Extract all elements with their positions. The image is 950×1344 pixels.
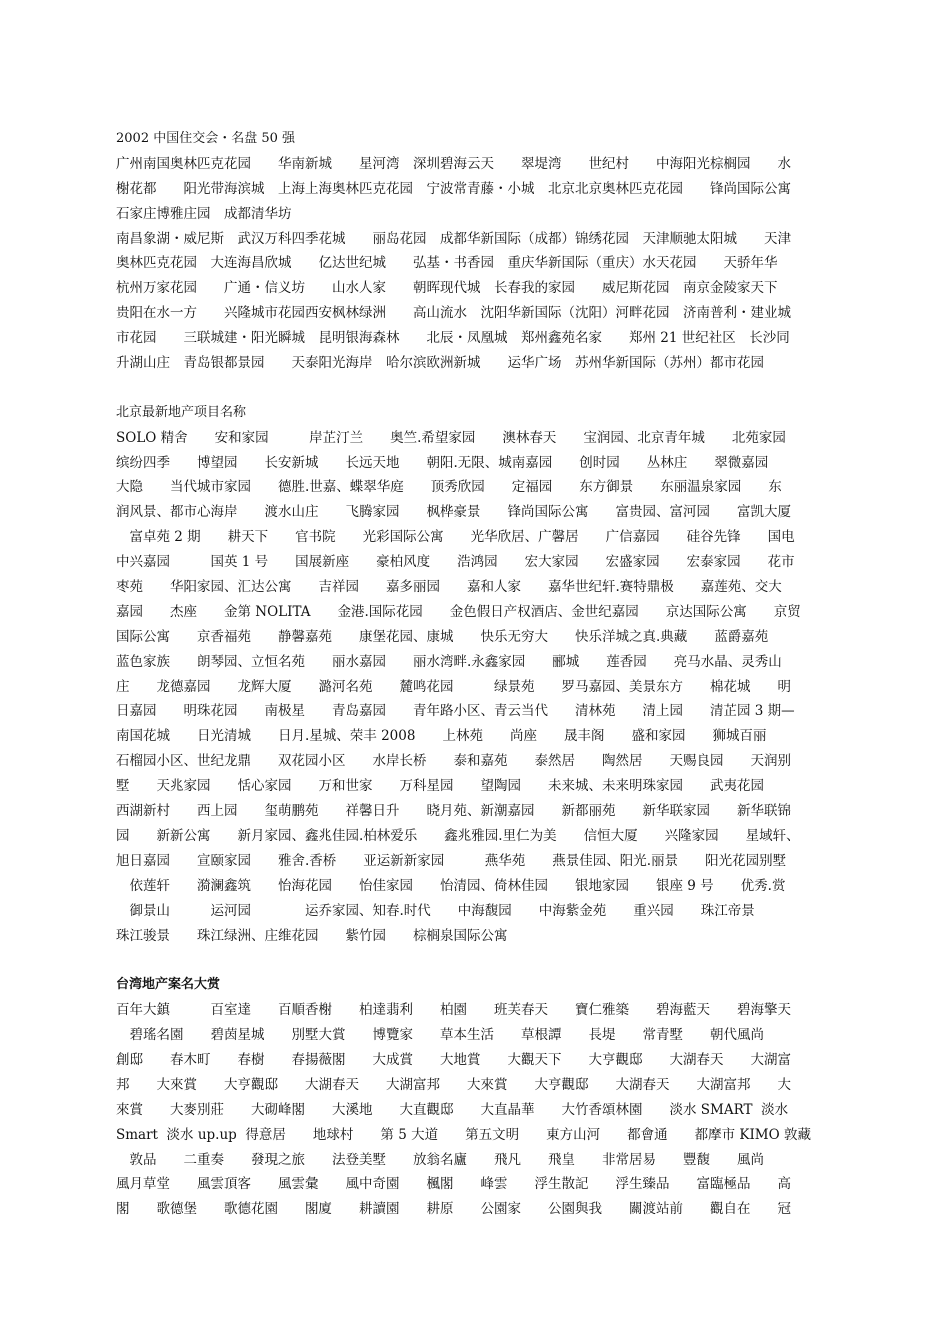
text-line: 百年大鎮 百室達 百順香榭 柏達翡利 柏園 班芙春天 寶仁雅築 碧海藍天 碧海擎天 [116, 1002, 791, 1019]
section-title: 2002 中国住交会・名盘 50 强 [116, 131, 296, 146]
text-line: 杭州万家花园 广通・信义坊 山水人家 朝晖现代城 长春我的家园 威尼斯花园 南京金陵家天下 [116, 280, 778, 297]
text-line: 日嘉园 明珠花园 南极星 青岛嘉园 青年路小区、青云当代 清林苑 清上园 清芷园 3 期— [116, 703, 795, 720]
section-taiwan-names [116, 973, 836, 1222]
text-line: 南昌象湖・威尼斯 武汉万科四季花城 丽岛花园 成都华新国际（成都）锦绣花园 天津顺驰太阳城 天津 [116, 230, 791, 247]
text-line: 創邸 春木町 春樹 春揚薇閣 大成賞 大地賞 大觀天下 大亨觀邸 大湖春天 大湖富 [116, 1051, 791, 1068]
blank-line [116, 376, 836, 401]
section-title: 台湾地产案名大赏 [116, 977, 221, 993]
text-line: 枣苑 华阳家园、汇达公寓 吉祥园 嘉多丽园 嘉和人家 嘉华世纪轩.赛特鼎极 嘉莲苑、交大 [116, 579, 782, 596]
text-line: 庄 龙德嘉园 龙辉大厦 潞河名苑 麓鸣花园 绿景苑 罗马嘉园、美景东方 棉花城 明 [116, 678, 791, 695]
text-line: 風月草堂 風雲頂客 風雲彙 風中奇園 楓閣 峰雲 浮生散記 浮生臻品 富臨極品 高 [116, 1176, 791, 1193]
text-line: 邦 大來賞 大亨觀邸 大湖春天 大湖富邦 大來賞 大亨觀邸 大湖春天 大湖富邦 大 [116, 1076, 791, 1093]
text-line: 大隐 当代城市家园 德胜.世嘉、蝶翠华庭 顶秀欣园 定福园 东方御景 东丽温泉家园 东 [116, 479, 782, 496]
text-line: 來賞 大麥別莊 大砌峰閣 大溪地 大直觀邸 大直晶華 大竹香頌林園 淡水 SMART 淡水 [116, 1101, 789, 1118]
text-line: SOLO 精舍 安和家园 岸芷汀兰 奥竺.希望家园 澳林春天 宝润园、北京青年城 北苑家园 [116, 429, 786, 446]
section-residential-expo-top50 [116, 127, 836, 376]
section-title: 北京最新地产项目名称 [116, 404, 247, 420]
text-line: 奥林匹克花园 大连海昌欣城 亿达世纪城 弘基・书香园 重庆华新国际（重庆）水天花园 天骄年华 [116, 255, 778, 272]
section-beijing-projects [116, 401, 836, 949]
text-line: 榭花都 阳光带海滨城 上海上海奥林匹克花园 宁波常青藤・小城 北京北京奥林匹克花园 锋尚国际公寓 [116, 180, 791, 197]
text-line: 御景山 运河园 运乔家园、知春.时代 中海馥园 中海紫金苑 重兴园 珠江帝景 [116, 902, 755, 919]
document-page [116, 127, 836, 1222]
blank-line [116, 948, 836, 973]
text-line: 南国花城 日光清城 日月.星城、荣丰 2008 上林苑 尚座 晟丰阁 盛和家园 狮城百丽 [116, 728, 767, 745]
text-line: 墅 天兆家园 恬心家园 万和世家 万科星园 望陶园 未来城、未来明珠家园 武夷花园 [116, 778, 764, 795]
text-line: 广州南国奥林匹克花园 华南新城 星河湾 深圳碧海云天 翠堤湾 世纪村 中海阳光棕榈园 水 [116, 155, 791, 172]
text-line: 石家庄博雅庄园 成都清华坊 [116, 205, 292, 222]
text-line: 旭日嘉园 宣颐家园 雅舍.香桥 亚运新新家园 燕华苑 燕景佳园、阳光.丽景 阳光花园别墅 [116, 852, 787, 869]
text-line: 依莲轩 漪澜鑫筑 怡海花园 怡佳家园 怡清园、倚林佳园 银地家园 银座 9 号 优秀.赏 [116, 877, 786, 894]
text-line: 富卓苑 2 期 耕天下 官书院 光彩国际公寓 光华欣居、广馨居 广信嘉园 硅谷先锋 国电 [116, 529, 795, 546]
text-line: 园 新新公寓 新月家园、鑫兆佳园.柏林爱乐 鑫兆雅园.里仁为美 信恒大厦 兴隆家园 星域轩、 [116, 827, 800, 844]
text-line: 润风景、都市心海岸 渡水山庄 飞腾家园 枫桦豪景 锋尚国际公寓 富贵园、富河园 富凯大厦 [116, 504, 791, 521]
text-line: 碧瑤名園 碧茵星城 別墅大賞 博覽家 草本生活 草根譚 長堤 常青墅 朝代風尚 [116, 1027, 764, 1044]
text-line: 升湖山庄 青岛银都景园 天泰阳光海岸 哈尔滨欧洲新城 运华广场 苏州华新国际（苏州）都市花园 [116, 355, 764, 372]
text-line: 閣 歌德堡 歌德花園 閣廈 耕讀園 耕原 公園家 公園與我 關渡站前 觀自在 冠 [116, 1201, 791, 1218]
text-line: 嘉园 杰座 金第 NOLITA 金港.国际花园 金色假日产权酒店、金世纪嘉园 京达国际公寓 京贸 [116, 603, 801, 620]
text-line: 贵阳在水一方 兴隆城市花园西安枫林绿洲 高山流水 沈阳华新国际（沈阳）河畔花园 济南普利・建业城 [116, 305, 791, 322]
text-line: Smart 淡水 up.up 得意居 地球村 第 5 大道 第五文明 東方山河 都會通 都摩市 KIMO 敦藏 [116, 1126, 811, 1143]
text-line: 市花园 三联城建・阳光瞬城 昆明银海森林 北辰・凤凰城 郑州鑫苑名家 郑州 21 世纪社区 长沙同 [116, 330, 790, 347]
text-line: 石榴园小区、世纪龙鼎 双花园小区 水岸长桥 泰和嘉苑 泰然居 陶然居 天赐良园 天润别 [116, 753, 791, 770]
text-line: 珠江骏景 珠江绿洲、庄维花园 紫竹园 棕榈泉国际公寓 [116, 927, 508, 944]
text-line: 国际公寓 京香福苑 静馨嘉苑 康堡花园、康城 快乐无穷大 快乐洋城之真.典藏 蓝爵嘉苑 [116, 628, 769, 645]
text-line: 中兴嘉园 国英 1 号 国展新座 豪柏风度 浩鸿园 宏大家园 宏盛家园 宏泰家园 花市 [116, 554, 795, 571]
text-line: 蓝色家族 朗琴园、立恒名苑 丽水嘉园 丽水湾畔.永鑫家园 郦城 莲香园 亮马水晶、灵秀山 [116, 653, 782, 670]
text-line: 缤纷四季 博望园 长安新城 长远天地 朝阳.无限、城南嘉园 创时园 丛林庄 翠微嘉园 [116, 454, 769, 471]
text-line: 敦品 二重奏 發現之旅 法登美墅 放翁名廬 飛凡 飛皇 非常居易 豐馥 風尚 [116, 1151, 764, 1168]
text-line: 西湖新村 西上园 玺萌鹏苑 祥馨日升 晓月苑、新潮嘉园 新都丽苑 新华联家园 新华联锦 [116, 803, 791, 820]
